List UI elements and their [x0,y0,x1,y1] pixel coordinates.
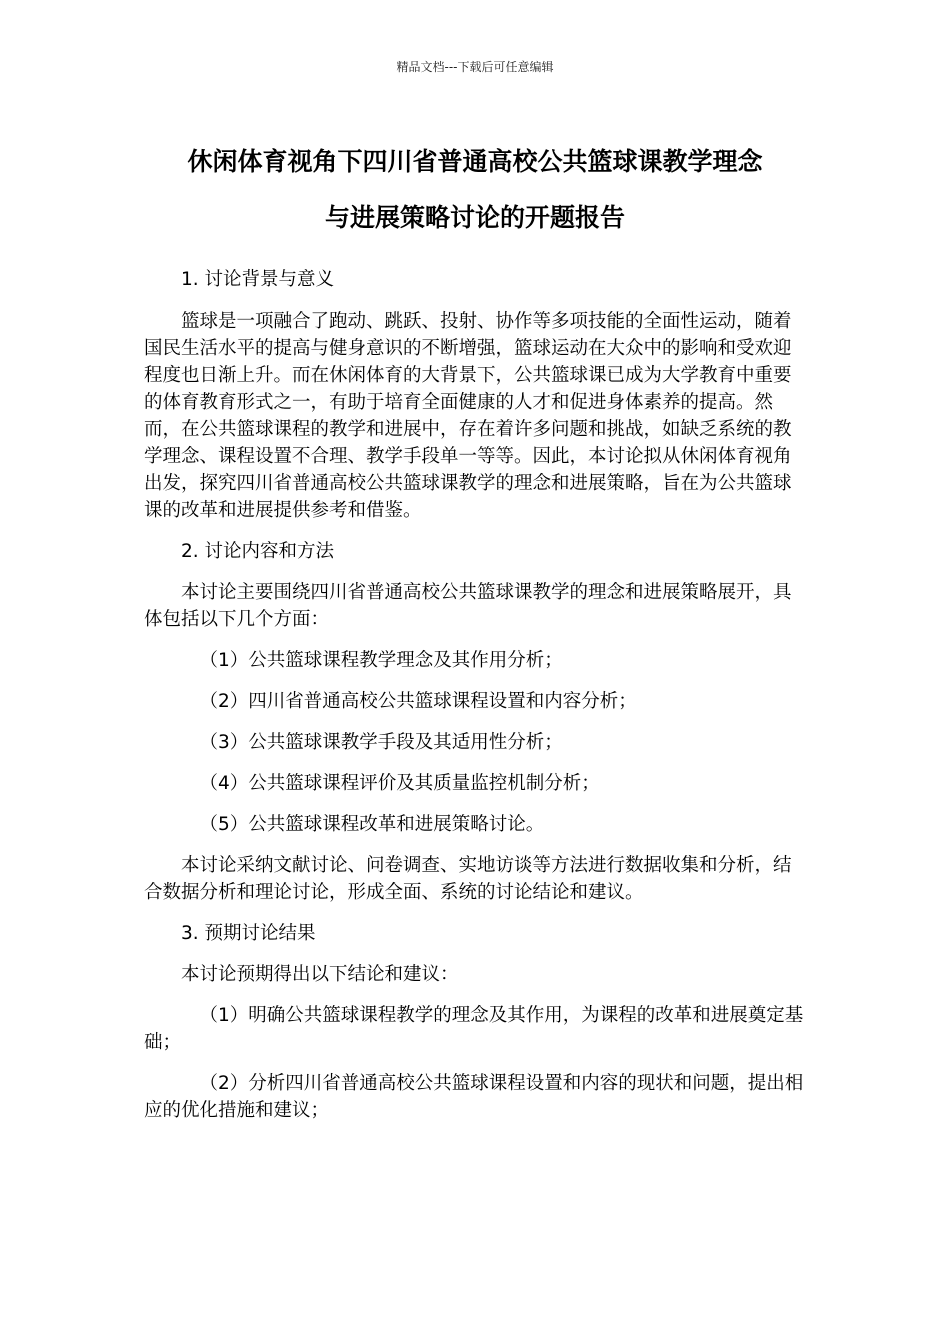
section-2-heading: 2. 讨论内容和方法 [181,541,335,562]
document-title [130,134,820,246]
section-3-heading: 3. 预期讨论结果 [181,923,316,944]
section-2-method: 本讨论采纳文献讨论、问卷调查、实地访谈等方法进行数据收集和分析，结合数据分析和理论讨论，形成全面、系统的讨论结论和建议。 [144,855,792,903]
section-2-item: （4）公共篮球课程评价及其质量监控机制分析； [199,773,600,794]
title-line-2: 与进展策略讨论的开题报告 [324,203,625,232]
section-2-item: （1）公共篮球课程教学理念及其作用分析； [199,650,563,671]
section-2-item: （3）公共篮球课教学手段及其适用性分析； [199,732,563,753]
section-1-paragraph: 篮球是一项融合了跑动、跳跃、投射、协作等多项技能的全面性运动，随着国民生活水平的提高与健身意识的不断增强，篮球运动在大众中的影响和受欢迎程度也日渐上升。而在休闲体育的大背景下，公共篮球课已成为大学教育中重要的体育教育形式之一，有助于培育全面健康的人才和促进身体素养的提高。然而，在公共篮球课程的教学和进展中，存在着许多问题和挑战，如缺乏系统的教学理念、课程设置不合理、教学手段单一等等。因此，本讨论拟从休闲体育视角出发，探究四川省普通高校公共篮球课教学的理念和进展策略，旨在为公共篮球课的改革和进展提供参考和借鉴。 [144,311,792,521]
section-3-item: （2）分析四川省普通高校公共篮球课程设置和内容的现状和问题，提出相应的优化措施和建议； [144,1073,804,1121]
section-2-intro: 本讨论主要围绕四川省普通高校公共篮球课教学的理念和进展策略展开，具体包括以下几个方面： [144,582,792,630]
document-body [144,266,806,1124]
section-3-intro: 本讨论预期得出以下结论和建议： [181,964,459,985]
section-2-item: （2）四川省普通高校公共篮球课程设置和内容分析； [199,691,637,712]
section-2-item: （5）公共篮球课程改革和进展策略讨论。 [199,814,545,835]
title-line-1: 休闲体育视角下四川省普通高校公共篮球课教学理念 [187,147,763,176]
section-3-item: （1）明确公共篮球课程教学的理念及其作用，为课程的改革和进展奠定基础； [144,1005,804,1053]
header-note: 精品文档---下载后可任意编辑 [396,60,554,74]
section-1-heading: 1. 讨论背景与意义 [181,269,335,290]
